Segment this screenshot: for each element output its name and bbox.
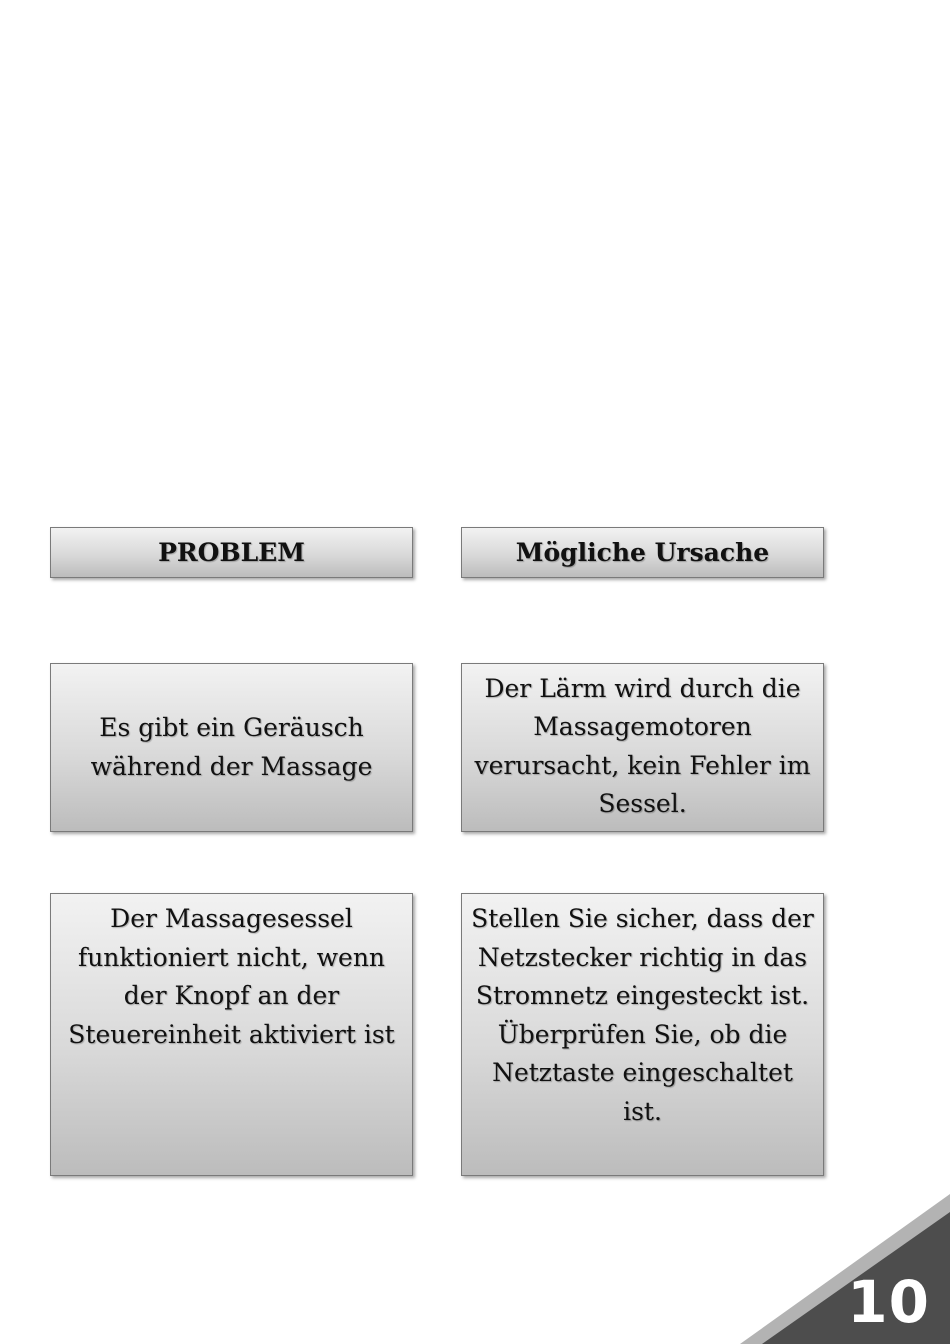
problem-cell-1: [50, 663, 413, 832]
header-cause: [461, 527, 824, 578]
page-number: 10: [847, 1268, 930, 1336]
cause-text-1: Der Lärm wird durch die Massagemotoren verursacht, kein Fehler im Sessel.: [474, 673, 811, 818]
problem-text-1: Es gibt ein Geräusch während der Massage: [90, 713, 373, 781]
problem-text-2: Der Massagesessel funktioniert nicht, wenn der Knopf an der Steuereinheit aktiviert ist: [68, 904, 395, 1049]
cause-cell-2: [461, 893, 824, 1176]
header-cause-label: Mögliche Ursache: [515, 538, 770, 567]
header-problem-label: PROBLEM: [158, 538, 305, 567]
header-problem: [50, 527, 413, 578]
cause-cell-1: [461, 663, 824, 832]
problem-cell-2: [50, 893, 413, 1176]
cause-text-2: Stellen Sie sicher, dass der Netzstecker richtig in das Stromnetz eingesteckt ist. Überprüfen Sie, ob die Netztaste eingeschaltet ist.: [471, 904, 814, 1126]
